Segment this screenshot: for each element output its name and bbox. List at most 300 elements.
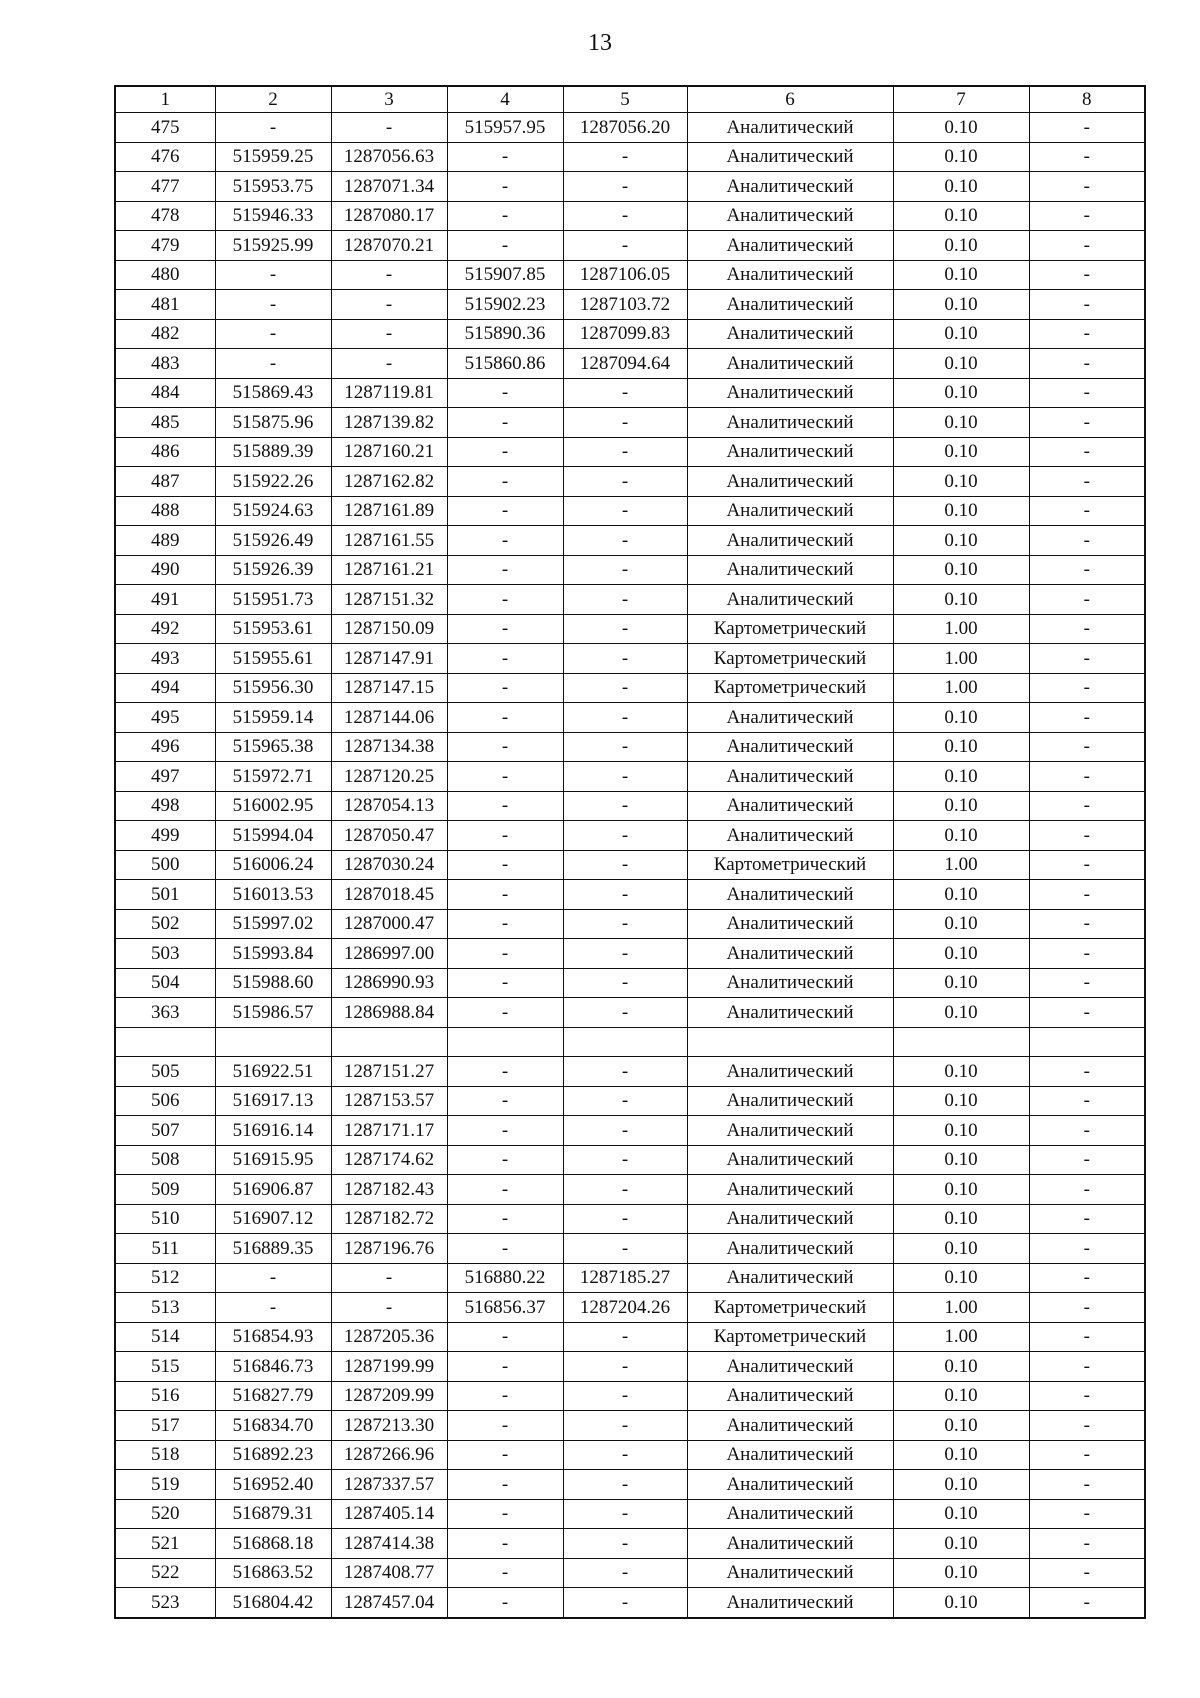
table-cell: 514 — [115, 1322, 215, 1352]
table-cell: - — [1029, 437, 1145, 467]
table-cell: 507 — [115, 1116, 215, 1146]
table-cell: 0.10 — [893, 762, 1029, 792]
table-row — [115, 880, 1145, 910]
table-row — [115, 939, 1145, 969]
table-cell: Аналитический — [687, 378, 893, 408]
table-cell: - — [563, 1322, 687, 1352]
table-cell: Аналитический — [687, 1470, 893, 1500]
table-cell: 523 — [115, 1588, 215, 1618]
table-cell: 0.10 — [893, 939, 1029, 969]
table-cell: - — [563, 1204, 687, 1234]
table-cell: Аналитический — [687, 732, 893, 762]
table-cell: 0.10 — [893, 1588, 1029, 1618]
table-cell: - — [563, 437, 687, 467]
table-cell: 1287050.47 — [331, 821, 447, 851]
table-cell: - — [563, 142, 687, 172]
table-cell: - — [1029, 614, 1145, 644]
table-cell: 1287161.21 — [331, 555, 447, 585]
table-cell: - — [1029, 113, 1145, 143]
table-cell: 363 — [115, 998, 215, 1028]
table-cell: - — [447, 673, 563, 703]
table-cell: Аналитический — [687, 585, 893, 615]
table-cell: - — [563, 850, 687, 880]
table-cell: 495 — [115, 703, 215, 733]
table-cell: - — [563, 555, 687, 585]
table-cell: - — [447, 585, 563, 615]
table-cell: 515957.95 — [447, 113, 563, 143]
table-cell: - — [447, 526, 563, 556]
table-cell: - — [563, 703, 687, 733]
table-cell: - — [215, 290, 331, 320]
table-cell: - — [1029, 1381, 1145, 1411]
table-cell: 501 — [115, 880, 215, 910]
table-cell: 515959.25 — [215, 142, 331, 172]
table-cell: 497 — [115, 762, 215, 792]
table-cell: 1286997.00 — [331, 939, 447, 969]
table-cell: 1287213.30 — [331, 1411, 447, 1441]
table-cell: 0.10 — [893, 349, 1029, 379]
table-cell: 1287204.26 — [563, 1293, 687, 1323]
table-row — [115, 260, 1145, 290]
table-cell: - — [447, 408, 563, 438]
table-cell: - — [447, 850, 563, 880]
table-cell: - — [1029, 201, 1145, 231]
table-cell: 1287099.83 — [563, 319, 687, 349]
table-cell: 1287337.57 — [331, 1470, 447, 1500]
table-cell: 515860.86 — [447, 349, 563, 379]
table-cell: - — [447, 1470, 563, 1500]
table-cell: - — [1029, 1234, 1145, 1264]
table-cell: 1287147.15 — [331, 673, 447, 703]
table-cell: 0.10 — [893, 1145, 1029, 1175]
table-cell: - — [563, 1411, 687, 1441]
table-cell: 1287408.77 — [331, 1558, 447, 1588]
table-cell: 1287056.20 — [563, 113, 687, 143]
table-cell: Аналитический — [687, 1588, 893, 1618]
table-cell: Аналитический — [687, 319, 893, 349]
table-cell: - — [563, 1588, 687, 1618]
table-cell — [447, 1027, 563, 1057]
table-cell: - — [1029, 349, 1145, 379]
table-cell: Аналитический — [687, 1086, 893, 1116]
table-cell: 1287150.09 — [331, 614, 447, 644]
table-cell: 515922.26 — [215, 467, 331, 497]
table-cell: - — [1029, 408, 1145, 438]
table-cell: 1287205.36 — [331, 1322, 447, 1352]
table-cell: Аналитический — [687, 821, 893, 851]
table-cell: Картометрический — [687, 850, 893, 880]
table-cell: 1287160.21 — [331, 437, 447, 467]
table-cell: 516915.95 — [215, 1145, 331, 1175]
table-cell: 0.10 — [893, 732, 1029, 762]
table-cell: - — [563, 1086, 687, 1116]
table-cell: - — [447, 1145, 563, 1175]
table-cell: 515946.33 — [215, 201, 331, 231]
table-cell: 516863.52 — [215, 1558, 331, 1588]
table-cell: 1287071.34 — [331, 172, 447, 202]
table-cell: 476 — [115, 142, 215, 172]
table-cell: - — [563, 1175, 687, 1205]
table-cell: - — [447, 703, 563, 733]
table-row — [115, 1470, 1145, 1500]
table-cell: - — [563, 1470, 687, 1500]
table-cell: 1.00 — [893, 1322, 1029, 1352]
table-row — [115, 1293, 1145, 1323]
table-cell: 478 — [115, 201, 215, 231]
table-row — [115, 968, 1145, 998]
table-cell: Аналитический — [687, 437, 893, 467]
table-cell: 515951.73 — [215, 585, 331, 615]
table-cell: 1286990.93 — [331, 968, 447, 998]
table-cell: 508 — [115, 1145, 215, 1175]
table-cell: 0.10 — [893, 1234, 1029, 1264]
table-header — [115, 86, 1145, 113]
table-row — [115, 231, 1145, 261]
table-cell: 0.10 — [893, 703, 1029, 733]
table-cell: - — [563, 1440, 687, 1470]
table-cell: - — [563, 408, 687, 438]
page-number: 13 — [588, 30, 612, 56]
table-cell: Аналитический — [687, 703, 893, 733]
table-cell: 0.10 — [893, 1175, 1029, 1205]
table-cell: 479 — [115, 231, 215, 261]
table-cell: 0.10 — [893, 142, 1029, 172]
table-cell: 515869.43 — [215, 378, 331, 408]
table-row — [115, 319, 1145, 349]
table-cell: 515925.99 — [215, 231, 331, 261]
table-cell: - — [563, 172, 687, 202]
table-cell: Аналитический — [687, 172, 893, 202]
table-cell: Аналитический — [687, 555, 893, 585]
table-cell: - — [1029, 968, 1145, 998]
table-cell: - — [447, 998, 563, 1028]
table-cell: 496 — [115, 732, 215, 762]
table-cell: 1287151.27 — [331, 1057, 447, 1087]
table-cell: 1287094.64 — [563, 349, 687, 379]
table-cell: - — [563, 614, 687, 644]
table-cell: 485 — [115, 408, 215, 438]
table-cell — [115, 1027, 215, 1057]
table-cell: 515959.14 — [215, 703, 331, 733]
table-cell: - — [447, 378, 563, 408]
table-cell: 481 — [115, 290, 215, 320]
column-header: 1 — [115, 86, 215, 113]
table-row — [115, 172, 1145, 202]
table-cell: - — [563, 998, 687, 1028]
table-cell: - — [1029, 880, 1145, 910]
table-row — [115, 998, 1145, 1028]
table-cell: 516002.95 — [215, 791, 331, 821]
table-row — [115, 1027, 1145, 1057]
table-cell: Картометрический — [687, 1322, 893, 1352]
table-cell: - — [1029, 1116, 1145, 1146]
table-cell: Аналитический — [687, 1529, 893, 1559]
table-cell: 0.10 — [893, 113, 1029, 143]
table-cell: 1287000.47 — [331, 909, 447, 939]
table-cell: - — [563, 526, 687, 556]
table-cell: 1287457.04 — [331, 1588, 447, 1618]
table-cell: - — [331, 1293, 447, 1323]
table-cell: 0.10 — [893, 1352, 1029, 1382]
table-cell: 515956.30 — [215, 673, 331, 703]
table-cell: 1287139.82 — [331, 408, 447, 438]
table-cell: 515986.57 — [215, 998, 331, 1028]
table-cell: 1.00 — [893, 850, 1029, 880]
table-cell: 515997.02 — [215, 909, 331, 939]
table-cell: 1287153.57 — [331, 1086, 447, 1116]
table-row — [115, 1234, 1145, 1264]
table-cell: 519 — [115, 1470, 215, 1500]
table-cell: 515926.39 — [215, 555, 331, 585]
table-row — [115, 614, 1145, 644]
table-cell: Аналитический — [687, 1204, 893, 1234]
table-cell: - — [1029, 1145, 1145, 1175]
table-cell: - — [563, 467, 687, 497]
table-row — [115, 703, 1145, 733]
table-cell: - — [563, 201, 687, 231]
table-cell: 1287414.38 — [331, 1529, 447, 1559]
table-cell: 515993.84 — [215, 939, 331, 969]
table-cell: 1287134.38 — [331, 732, 447, 762]
table-cell: - — [331, 290, 447, 320]
column-header: 7 — [893, 86, 1029, 113]
table-cell: - — [447, 467, 563, 497]
table-cell: - — [447, 762, 563, 792]
table-cell: 522 — [115, 1558, 215, 1588]
table-row — [115, 644, 1145, 674]
table-cell: 1287147.91 — [331, 644, 447, 674]
table-row — [115, 1263, 1145, 1293]
table-row — [115, 1352, 1145, 1382]
table-cell: 1287171.17 — [331, 1116, 447, 1146]
table-cell: - — [1029, 526, 1145, 556]
table-cell: 511 — [115, 1234, 215, 1264]
table-cell: 0.10 — [893, 408, 1029, 438]
table-row — [115, 1086, 1145, 1116]
table-row — [115, 408, 1145, 438]
table-cell: - — [1029, 172, 1145, 202]
table-cell: 517 — [115, 1411, 215, 1441]
table-row — [115, 142, 1145, 172]
table-cell: 0.10 — [893, 172, 1029, 202]
table-cell: 490 — [115, 555, 215, 585]
table-cell: 516854.93 — [215, 1322, 331, 1352]
table-cell: Аналитический — [687, 1234, 893, 1264]
table-cell: Аналитический — [687, 290, 893, 320]
table-row — [115, 378, 1145, 408]
table-cell — [1029, 1027, 1145, 1057]
table-cell: - — [447, 172, 563, 202]
table-cell: 516916.14 — [215, 1116, 331, 1146]
table-cell: - — [563, 644, 687, 674]
table-cell: 0.10 — [893, 1558, 1029, 1588]
table-cell: 515994.04 — [215, 821, 331, 851]
table-cell: - — [1029, 231, 1145, 261]
table-cell: 515875.96 — [215, 408, 331, 438]
table-cell: - — [1029, 644, 1145, 674]
table-cell: - — [563, 1145, 687, 1175]
table-cell: - — [215, 1263, 331, 1293]
table-cell: - — [1029, 1352, 1145, 1382]
table-cell: 0.10 — [893, 1411, 1029, 1441]
table-cell: 516917.13 — [215, 1086, 331, 1116]
table-cell: 0.10 — [893, 968, 1029, 998]
table-cell: 516907.12 — [215, 1204, 331, 1234]
table-row — [115, 201, 1145, 231]
table-cell: 483 — [115, 349, 215, 379]
table-cell: 0.10 — [893, 496, 1029, 526]
table-cell: 491 — [115, 585, 215, 615]
table-cell: - — [447, 1086, 563, 1116]
table-cell: 516906.87 — [215, 1175, 331, 1205]
table-row — [115, 732, 1145, 762]
column-header: 4 — [447, 86, 563, 113]
table-cell: 1287161.89 — [331, 496, 447, 526]
table-cell: - — [563, 1352, 687, 1382]
table-cell: Аналитический — [687, 1145, 893, 1175]
table-cell: 515953.61 — [215, 614, 331, 644]
table-cell: 516889.35 — [215, 1234, 331, 1264]
table-cell: Аналитический — [687, 762, 893, 792]
table-cell: 1287120.25 — [331, 762, 447, 792]
table-cell: - — [331, 113, 447, 143]
table-cell: - — [447, 1116, 563, 1146]
table-cell: Аналитический — [687, 1411, 893, 1441]
table-cell: - — [1029, 142, 1145, 172]
table-cell: Картометрический — [687, 644, 893, 674]
table-cell: 0.10 — [893, 467, 1029, 497]
table-body — [115, 113, 1145, 1618]
table-cell: - — [563, 1234, 687, 1264]
table-cell: - — [1029, 850, 1145, 880]
table-cell: Аналитический — [687, 1381, 893, 1411]
table-cell: 0.10 — [893, 319, 1029, 349]
table-cell: - — [563, 968, 687, 998]
table-cell: - — [215, 260, 331, 290]
header-row — [115, 86, 1145, 113]
table-cell: - — [1029, 319, 1145, 349]
table-row — [115, 349, 1145, 379]
table-cell: Аналитический — [687, 1175, 893, 1205]
table-cell: 493 — [115, 644, 215, 674]
table-cell: 516868.18 — [215, 1529, 331, 1559]
table-cell: - — [447, 614, 563, 644]
table-cell: - — [447, 1175, 563, 1205]
table-cell: 516804.42 — [215, 1588, 331, 1618]
table-cell: - — [563, 1381, 687, 1411]
table-cell: 515965.38 — [215, 732, 331, 762]
table-cell: 489 — [115, 526, 215, 556]
table-cell: - — [1029, 1529, 1145, 1559]
table-cell: - — [1029, 1175, 1145, 1205]
table-cell: 515955.61 — [215, 644, 331, 674]
table-cell: 516892.23 — [215, 1440, 331, 1470]
table-cell: - — [563, 585, 687, 615]
table-cell: 516846.73 — [215, 1352, 331, 1382]
table-cell: 503 — [115, 939, 215, 969]
table-cell: - — [1029, 467, 1145, 497]
table-cell: 1287199.99 — [331, 1352, 447, 1382]
table-cell: Аналитический — [687, 260, 893, 290]
table-cell: - — [447, 1440, 563, 1470]
table-cell: 0.10 — [893, 1086, 1029, 1116]
table-cell: 516952.40 — [215, 1470, 331, 1500]
table-cell: 1.00 — [893, 673, 1029, 703]
table-cell: 480 — [115, 260, 215, 290]
table-cell: 1287119.81 — [331, 378, 447, 408]
table-cell: 1287182.72 — [331, 1204, 447, 1234]
table-cell — [331, 1027, 447, 1057]
table-cell: - — [447, 1529, 563, 1559]
table-cell: - — [447, 1499, 563, 1529]
table-cell: 0.10 — [893, 201, 1029, 231]
table-cell: - — [215, 319, 331, 349]
table-cell: 1287196.76 — [331, 1234, 447, 1264]
table-cell: 488 — [115, 496, 215, 526]
table-cell: 0.10 — [893, 231, 1029, 261]
table-cell: Картометрический — [687, 673, 893, 703]
table-row — [115, 821, 1145, 851]
table-row — [115, 526, 1145, 556]
table-cell: - — [1029, 1204, 1145, 1234]
table-cell: Аналитический — [687, 1499, 893, 1529]
table-cell: 515972.71 — [215, 762, 331, 792]
table-row — [115, 791, 1145, 821]
table-row — [115, 1440, 1145, 1470]
table-cell: Аналитический — [687, 526, 893, 556]
table-cell: 505 — [115, 1057, 215, 1087]
table-cell: - — [1029, 1057, 1145, 1087]
table-cell: Аналитический — [687, 880, 893, 910]
table-cell: 1.00 — [893, 614, 1029, 644]
table-cell: - — [1029, 821, 1145, 851]
column-header: 5 — [563, 86, 687, 113]
table-row — [115, 673, 1145, 703]
table-cell: 515890.36 — [447, 319, 563, 349]
table-cell: 1287161.55 — [331, 526, 447, 556]
table-cell: - — [215, 1293, 331, 1323]
table-cell: - — [1029, 1293, 1145, 1323]
table-cell: - — [1029, 939, 1145, 969]
table-cell: - — [331, 319, 447, 349]
table-row — [115, 467, 1145, 497]
table-row — [115, 1558, 1145, 1588]
table-cell: 0.10 — [893, 1204, 1029, 1234]
table-cell: 515 — [115, 1352, 215, 1382]
table-cell: 1287162.82 — [331, 467, 447, 497]
table-row — [115, 1322, 1145, 1352]
table-cell: 521 — [115, 1529, 215, 1559]
table-cell: - — [447, 142, 563, 172]
table-row — [115, 1175, 1145, 1205]
table-row — [115, 1204, 1145, 1234]
table-cell: 0.10 — [893, 378, 1029, 408]
table-cell: 516879.31 — [215, 1499, 331, 1529]
table-cell: 1287209.99 — [331, 1381, 447, 1411]
table-cell: 1287144.06 — [331, 703, 447, 733]
table-cell: 0.10 — [893, 290, 1029, 320]
table-cell: Аналитический — [687, 998, 893, 1028]
table-cell: Аналитический — [687, 1057, 893, 1087]
table-cell: - — [447, 1234, 563, 1264]
table-cell: 506 — [115, 1086, 215, 1116]
table-cell: - — [447, 1057, 563, 1087]
table-cell: 516880.22 — [447, 1263, 563, 1293]
table-cell: - — [563, 791, 687, 821]
table-cell: 510 — [115, 1204, 215, 1234]
table-cell: Аналитический — [687, 968, 893, 998]
table-cell: - — [1029, 1411, 1145, 1441]
